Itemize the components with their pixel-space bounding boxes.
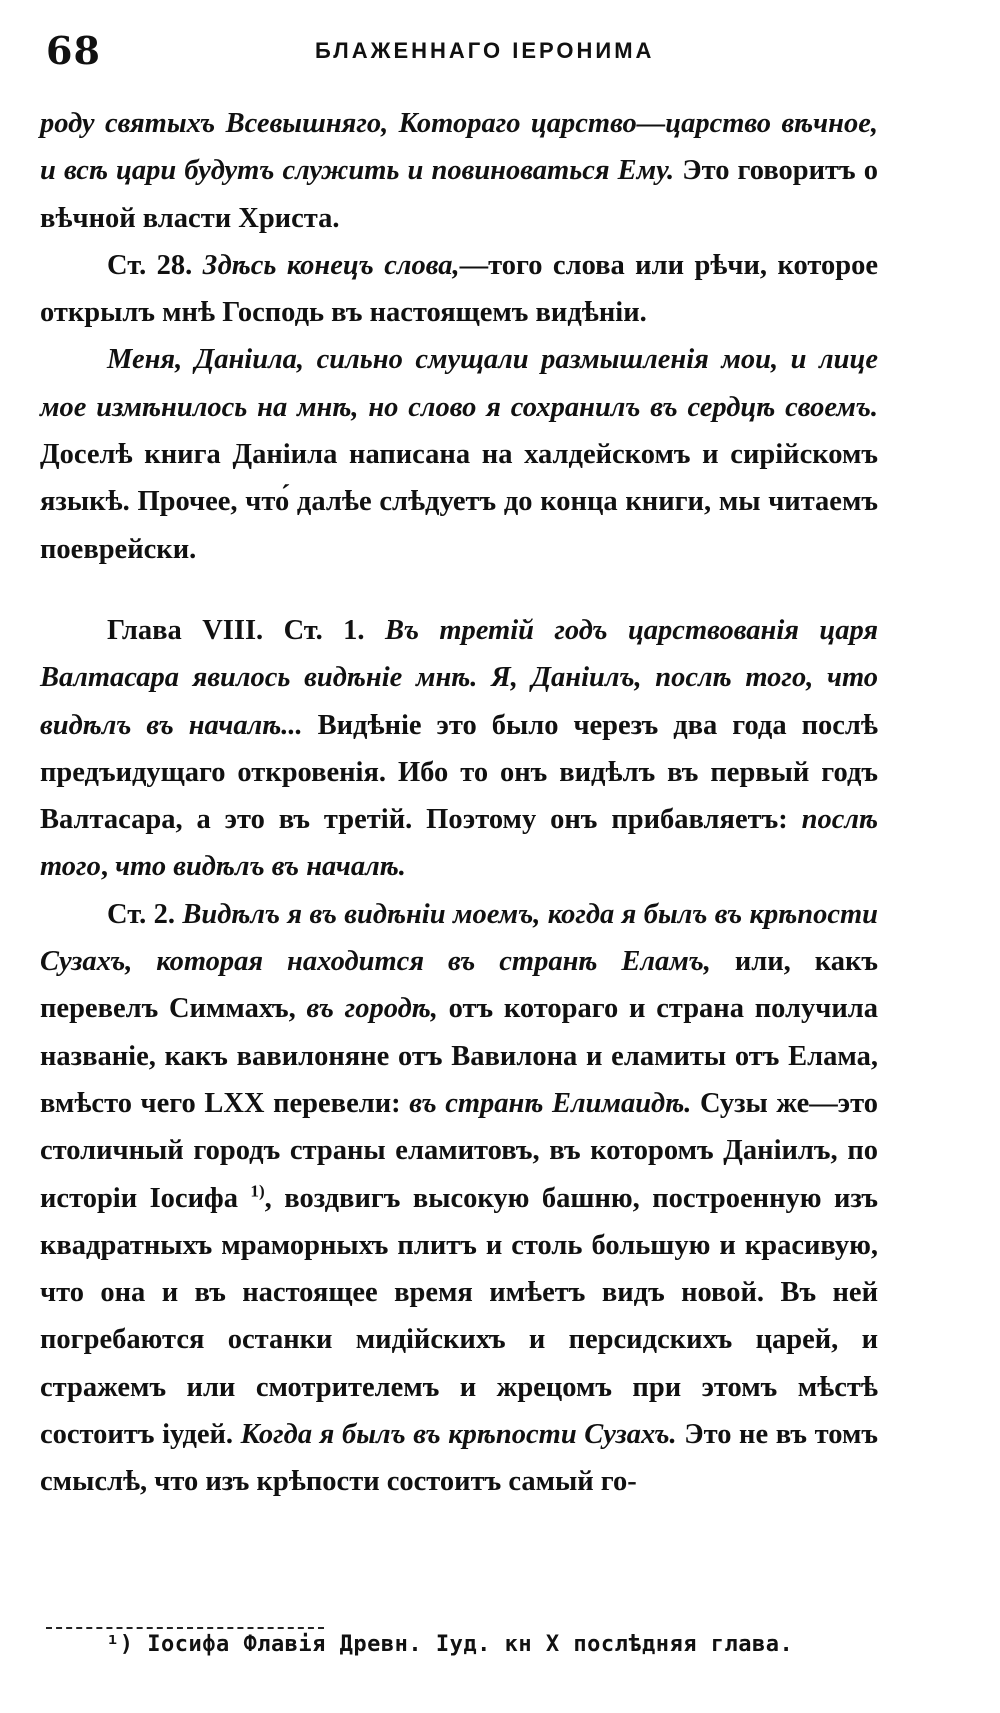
text: —того слова или рѣчи, которое открылъ мнѣ Господь въ настоящемъ видѣніи.: [40, 249, 878, 329]
page: [40, 0, 960, 1713]
text: Видѣніе это было черезъ два года послѣ предъидущаго откровенія. Ибо то онъ видѣлъ въ первый годъ Валтасара, а это въ третій. Поэтому онъ прибавляетъ:: [40, 709, 878, 836]
running-head: БЛАЖЕННАГО ІЕРОНИМА: [315, 38, 655, 63]
text: или, какъ перевелъ Симмахъ,: [40, 946, 878, 1025]
italic-text: въ странѣ Елимаидѣ.: [409, 1087, 692, 1119]
body-text: [40, 100, 878, 1506]
page-header: [40, 28, 880, 88]
paragraph-chapter-viii: [40, 607, 878, 891]
text: Глава VIII. Ст. 1.: [107, 614, 385, 646]
text: отъ котораго и страна получила названіе, какъ вавилоняне отъ Вавилона и еламиты отъ Елама, вмѣсто чего LXX перевели:: [40, 993, 879, 1119]
text: Ст. 2.: [107, 898, 183, 930]
footnote-marker: 1): [250, 1181, 265, 1201]
italic-text: Видѣлъ я въ видѣніи моемъ, когда я былъ въ крѣпости Сузахъ, которая находится въ странѣ Еламъ,: [40, 898, 879, 978]
paragraph: [40, 891, 878, 1506]
italic-text: Въ третій годъ царствованія царя Валтасара явилось видѣніе мнѣ. Я, Даніилъ, послѣ того, что видѣлъ въ началѣ...: [40, 614, 878, 741]
paragraph: [40, 100, 878, 242]
footnote: ¹) Іосифа Флавія Древн. Іуд. кн X послѣдняя глава.: [106, 1632, 794, 1657]
paragraph: [40, 336, 878, 572]
text: Сузы же—это столичный городъ страны еламитовъ, въ которомъ Даніилъ, по исторіи Іосифа: [40, 1087, 878, 1214]
italic-text: что видѣлъ въ началѣ.: [115, 851, 406, 883]
text: Ст. 28.: [107, 249, 203, 281]
italic-text: послѣ того: [40, 804, 878, 883]
text: Это говоритъ о вѣчной власти Христа.: [40, 155, 879, 234]
text: ,: [100, 851, 116, 883]
footnote-divider: [46, 1627, 324, 1629]
italic-text: роду святыхъ Всевышняго, Котораго царство—царство вѣчное, и всѣ цари будутъ служить и повиноваться Ему.: [40, 108, 878, 187]
italic-text: Когда я былъ въ крѣпости Сузахъ.: [240, 1419, 677, 1451]
text: Доселѣ книга Даніила написана на халдейскомъ и сирійскомъ языкѣ. Прочее, что́ далѣе слѣдуетъ до конца книги, мы читаемъ поеврейски.: [40, 439, 878, 565]
page-number: 68: [46, 28, 101, 73]
paragraph: [40, 242, 878, 337]
italic-text: Меня, Даніила, сильно смущали размышленія мои, и лице мое измѣнилось на мнѣ, но слово я сохранилъ въ сердцѣ своемъ.: [40, 344, 878, 423]
italic-text: Здѣсь конецъ слова,: [202, 249, 460, 281]
text: Это не въ томъ смыслѣ, что изъ крѣпости состоитъ самый го-: [40, 1419, 878, 1498]
italic-text: въ городѣ,: [306, 993, 438, 1025]
text: , воздвигъ высокую башню, построенную изъ квадратныхъ мраморныхъ плитъ и столь большую и красивую, что она и въ настоящее время имѣетъ видъ новой. Въ ней погребаются останки мидійскихъ и персидскихъ царей, и стражемъ или смотрителемъ и жрецомъ при этомъ мѣстѣ состоитъ іудей.: [40, 1182, 878, 1451]
